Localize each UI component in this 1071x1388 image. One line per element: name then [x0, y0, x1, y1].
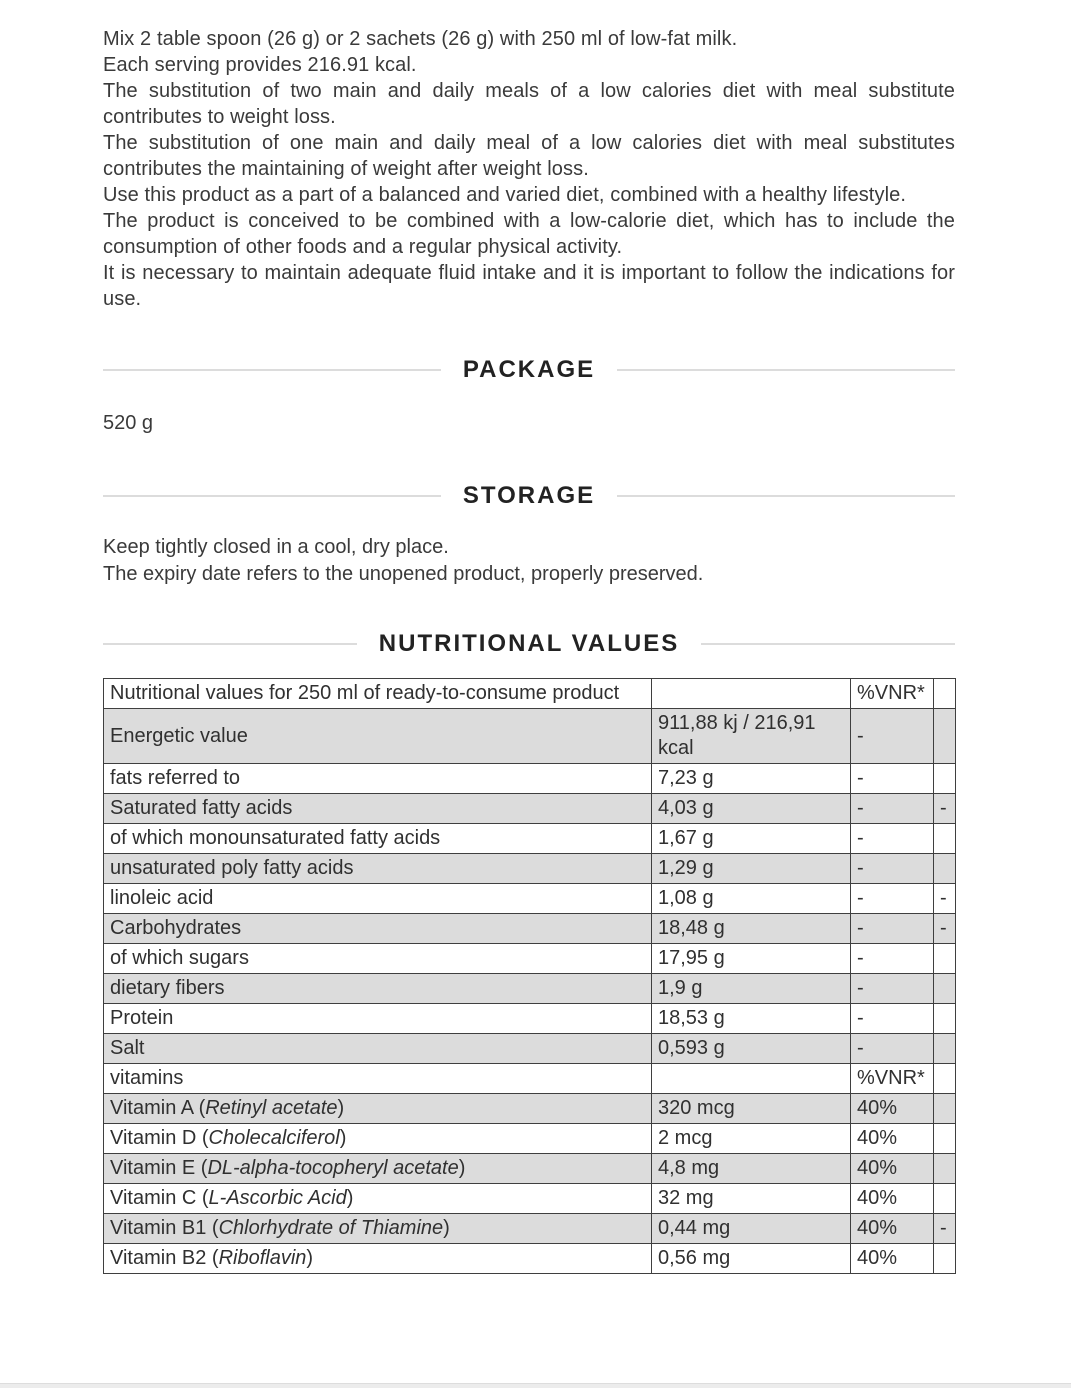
value-cell: 18,48 g — [652, 914, 851, 944]
value-cell: 320 mcg — [652, 1094, 851, 1124]
vnr-cell: - — [851, 854, 934, 884]
section-heading-nutrition — [103, 630, 955, 658]
section-heading-storage — [103, 482, 955, 510]
extra-cell — [934, 1004, 956, 1034]
table-row — [104, 1154, 956, 1184]
extra-cell — [934, 1184, 956, 1214]
table-row — [104, 1124, 956, 1154]
table-row — [104, 1004, 956, 1034]
storage-text — [103, 534, 955, 588]
value-cell: 4,03 g — [652, 794, 851, 824]
value-cell: 0,44 mg — [652, 1214, 851, 1244]
nutrition-table-body — [104, 679, 956, 1274]
vnr-cell: 40% — [851, 1124, 934, 1154]
vnr-cell: - — [851, 1034, 934, 1064]
vnr-cell: - — [851, 974, 934, 1004]
vnr-cell: 40% — [851, 1214, 934, 1244]
storage-line: The expiry date refers to the unopened product, properly preserved. — [103, 563, 704, 585]
section-heading-package — [103, 356, 955, 384]
vnr-cell: - — [851, 709, 934, 764]
nutrient-name-cell: Saturated fatty acids — [104, 794, 652, 824]
heading-rule — [617, 495, 955, 497]
table-row — [104, 1094, 956, 1124]
value-cell: 32 mg — [652, 1184, 851, 1214]
nutrient-name-cell: Vitamin C (L-Ascorbic Acid) — [104, 1184, 652, 1214]
vnr-cell: - — [851, 794, 934, 824]
section-title-package: PACKAGE — [462, 356, 596, 383]
heading-rule — [617, 369, 955, 371]
extra-cell — [934, 824, 956, 854]
storage-line: Keep tightly closed in a cool, dry place. — [103, 536, 449, 558]
table-row — [104, 764, 956, 794]
nutrient-name-cell: Salt — [104, 1034, 652, 1064]
table-row — [104, 1184, 956, 1214]
nutrient-name-cell: dietary fibers — [104, 974, 652, 1004]
extra-cell — [934, 1154, 956, 1184]
table-row — [104, 1034, 956, 1064]
table-row — [104, 974, 956, 1004]
intro-paragraph: The substitution of two main and daily meals of a low calories diet with meal substitute contributes to weight loss. — [103, 80, 955, 128]
table-row — [104, 709, 956, 764]
nutrient-name-cell: Vitamin B2 (Riboflavin) — [104, 1244, 652, 1274]
nutrient-name-cell: of which monounsaturated fatty acids — [104, 824, 652, 854]
table-row — [104, 1244, 956, 1274]
vnr-cell: - — [851, 824, 934, 854]
nutrient-name-cell: linoleic acid — [104, 884, 652, 914]
heading-rule — [103, 369, 441, 371]
table-row — [104, 884, 956, 914]
table-row — [104, 914, 956, 944]
extra-cell — [934, 1064, 956, 1094]
extra-cell — [934, 944, 956, 974]
vnr-cell: %VNR* — [851, 679, 934, 709]
nutrient-name-cell: Energetic value — [104, 709, 652, 764]
nutrient-name-cell: vitamins — [104, 1064, 652, 1094]
nutrient-name-cell: Vitamin D (Cholecalciferol) — [104, 1124, 652, 1154]
heading-rule — [103, 643, 357, 645]
intro-paragraph: Each serving provides 216.91 kcal. — [103, 54, 417, 76]
nutrient-name-cell: fats referred to — [104, 764, 652, 794]
value-cell: 17,95 g — [652, 944, 851, 974]
value-cell: 18,53 g — [652, 1004, 851, 1034]
vnr-cell: - — [851, 884, 934, 914]
vnr-cell: - — [851, 1004, 934, 1034]
nutrient-name-cell: of which sugars — [104, 944, 652, 974]
extra-cell: - — [934, 1214, 956, 1244]
value-cell: 911,88 kj / 216,91 kcal — [652, 709, 851, 764]
extra-cell — [934, 709, 956, 764]
vnr-cell: 40% — [851, 1184, 934, 1214]
vnr-cell: %VNR* — [851, 1064, 934, 1094]
section-title-nutrition: NUTRITIONAL VALUES — [378, 630, 680, 657]
value-cell: 1,29 g — [652, 854, 851, 884]
extra-cell — [934, 1094, 956, 1124]
intro-paragraph: It is necessary to maintain adequate fluid intake and it is important to follow the indications for use. — [103, 262, 955, 310]
extra-cell: - — [934, 914, 956, 944]
nutrient-name-cell: Vitamin A (Retinyl acetate) — [104, 1094, 652, 1124]
nutrient-name-cell: Nutritional values for 250 ml of ready-to-consume product — [104, 679, 652, 709]
table-row — [104, 944, 956, 974]
section-title-storage: STORAGE — [462, 482, 596, 509]
vnr-cell: - — [851, 944, 934, 974]
vnr-cell: - — [851, 764, 934, 794]
value-cell — [652, 679, 851, 709]
heading-rule — [103, 495, 441, 497]
table-row — [104, 1214, 956, 1244]
table-row — [104, 824, 956, 854]
nutrient-name-cell: Carbohydrates — [104, 914, 652, 944]
value-cell: 7,23 g — [652, 764, 851, 794]
nutrient-name-cell: Vitamin B1 (Chlorhydrate of Thiamine) — [104, 1214, 652, 1244]
extra-cell — [934, 679, 956, 709]
package-weight: 520 g — [103, 412, 154, 434]
extra-cell: - — [934, 794, 956, 824]
value-cell: 1,67 g — [652, 824, 851, 854]
heading-rule — [701, 643, 955, 645]
extra-cell — [934, 1034, 956, 1064]
page-bottom-strip — [0, 1383, 1071, 1388]
extra-cell — [934, 764, 956, 794]
value-cell — [652, 1064, 851, 1094]
extra-cell — [934, 974, 956, 1004]
table-row — [104, 854, 956, 884]
extra-cell — [934, 1244, 956, 1274]
extra-cell — [934, 1124, 956, 1154]
nutrient-name-cell: unsaturated poly fatty acids — [104, 854, 652, 884]
intro-paragraph: The product is conceived to be combined with a low-calorie diet, which has to include the consumption of other foods and a regular physical activity. — [103, 210, 955, 258]
intro-paragraph: Use this product as a part of a balanced and varied diet, combined with a healthy lifestyle. — [103, 184, 906, 206]
vnr-cell: 40% — [851, 1154, 934, 1184]
value-cell: 1,08 g — [652, 884, 851, 914]
table-row — [104, 794, 956, 824]
table-row — [104, 679, 956, 709]
value-cell: 4,8 mg — [652, 1154, 851, 1184]
value-cell: 0,593 g — [652, 1034, 851, 1064]
intro-paragraph: Mix 2 table spoon (26 g) or 2 sachets (26 g) with 250 ml of low-fat milk. — [103, 28, 738, 50]
nutrient-name-cell: Vitamin E (DL-alpha-tocopheryl acetate) — [104, 1154, 652, 1184]
intro-paragraph: The substitution of one main and daily meal of a low calories diet with meal substitutes contributes the maintaining of weight after weight loss. — [103, 132, 955, 180]
value-cell: 2 mcg — [652, 1124, 851, 1154]
value-cell: 0,56 mg — [652, 1244, 851, 1274]
intro-text — [103, 26, 955, 312]
value-cell: 1,9 g — [652, 974, 851, 1004]
extra-cell: - — [934, 884, 956, 914]
vnr-cell: 40% — [851, 1244, 934, 1274]
vnr-cell: - — [851, 914, 934, 944]
table-row — [104, 1064, 956, 1094]
nutrient-name-cell: Protein — [104, 1004, 652, 1034]
vnr-cell: 40% — [851, 1094, 934, 1124]
extra-cell — [934, 854, 956, 884]
nutrition-table — [103, 678, 956, 1274]
